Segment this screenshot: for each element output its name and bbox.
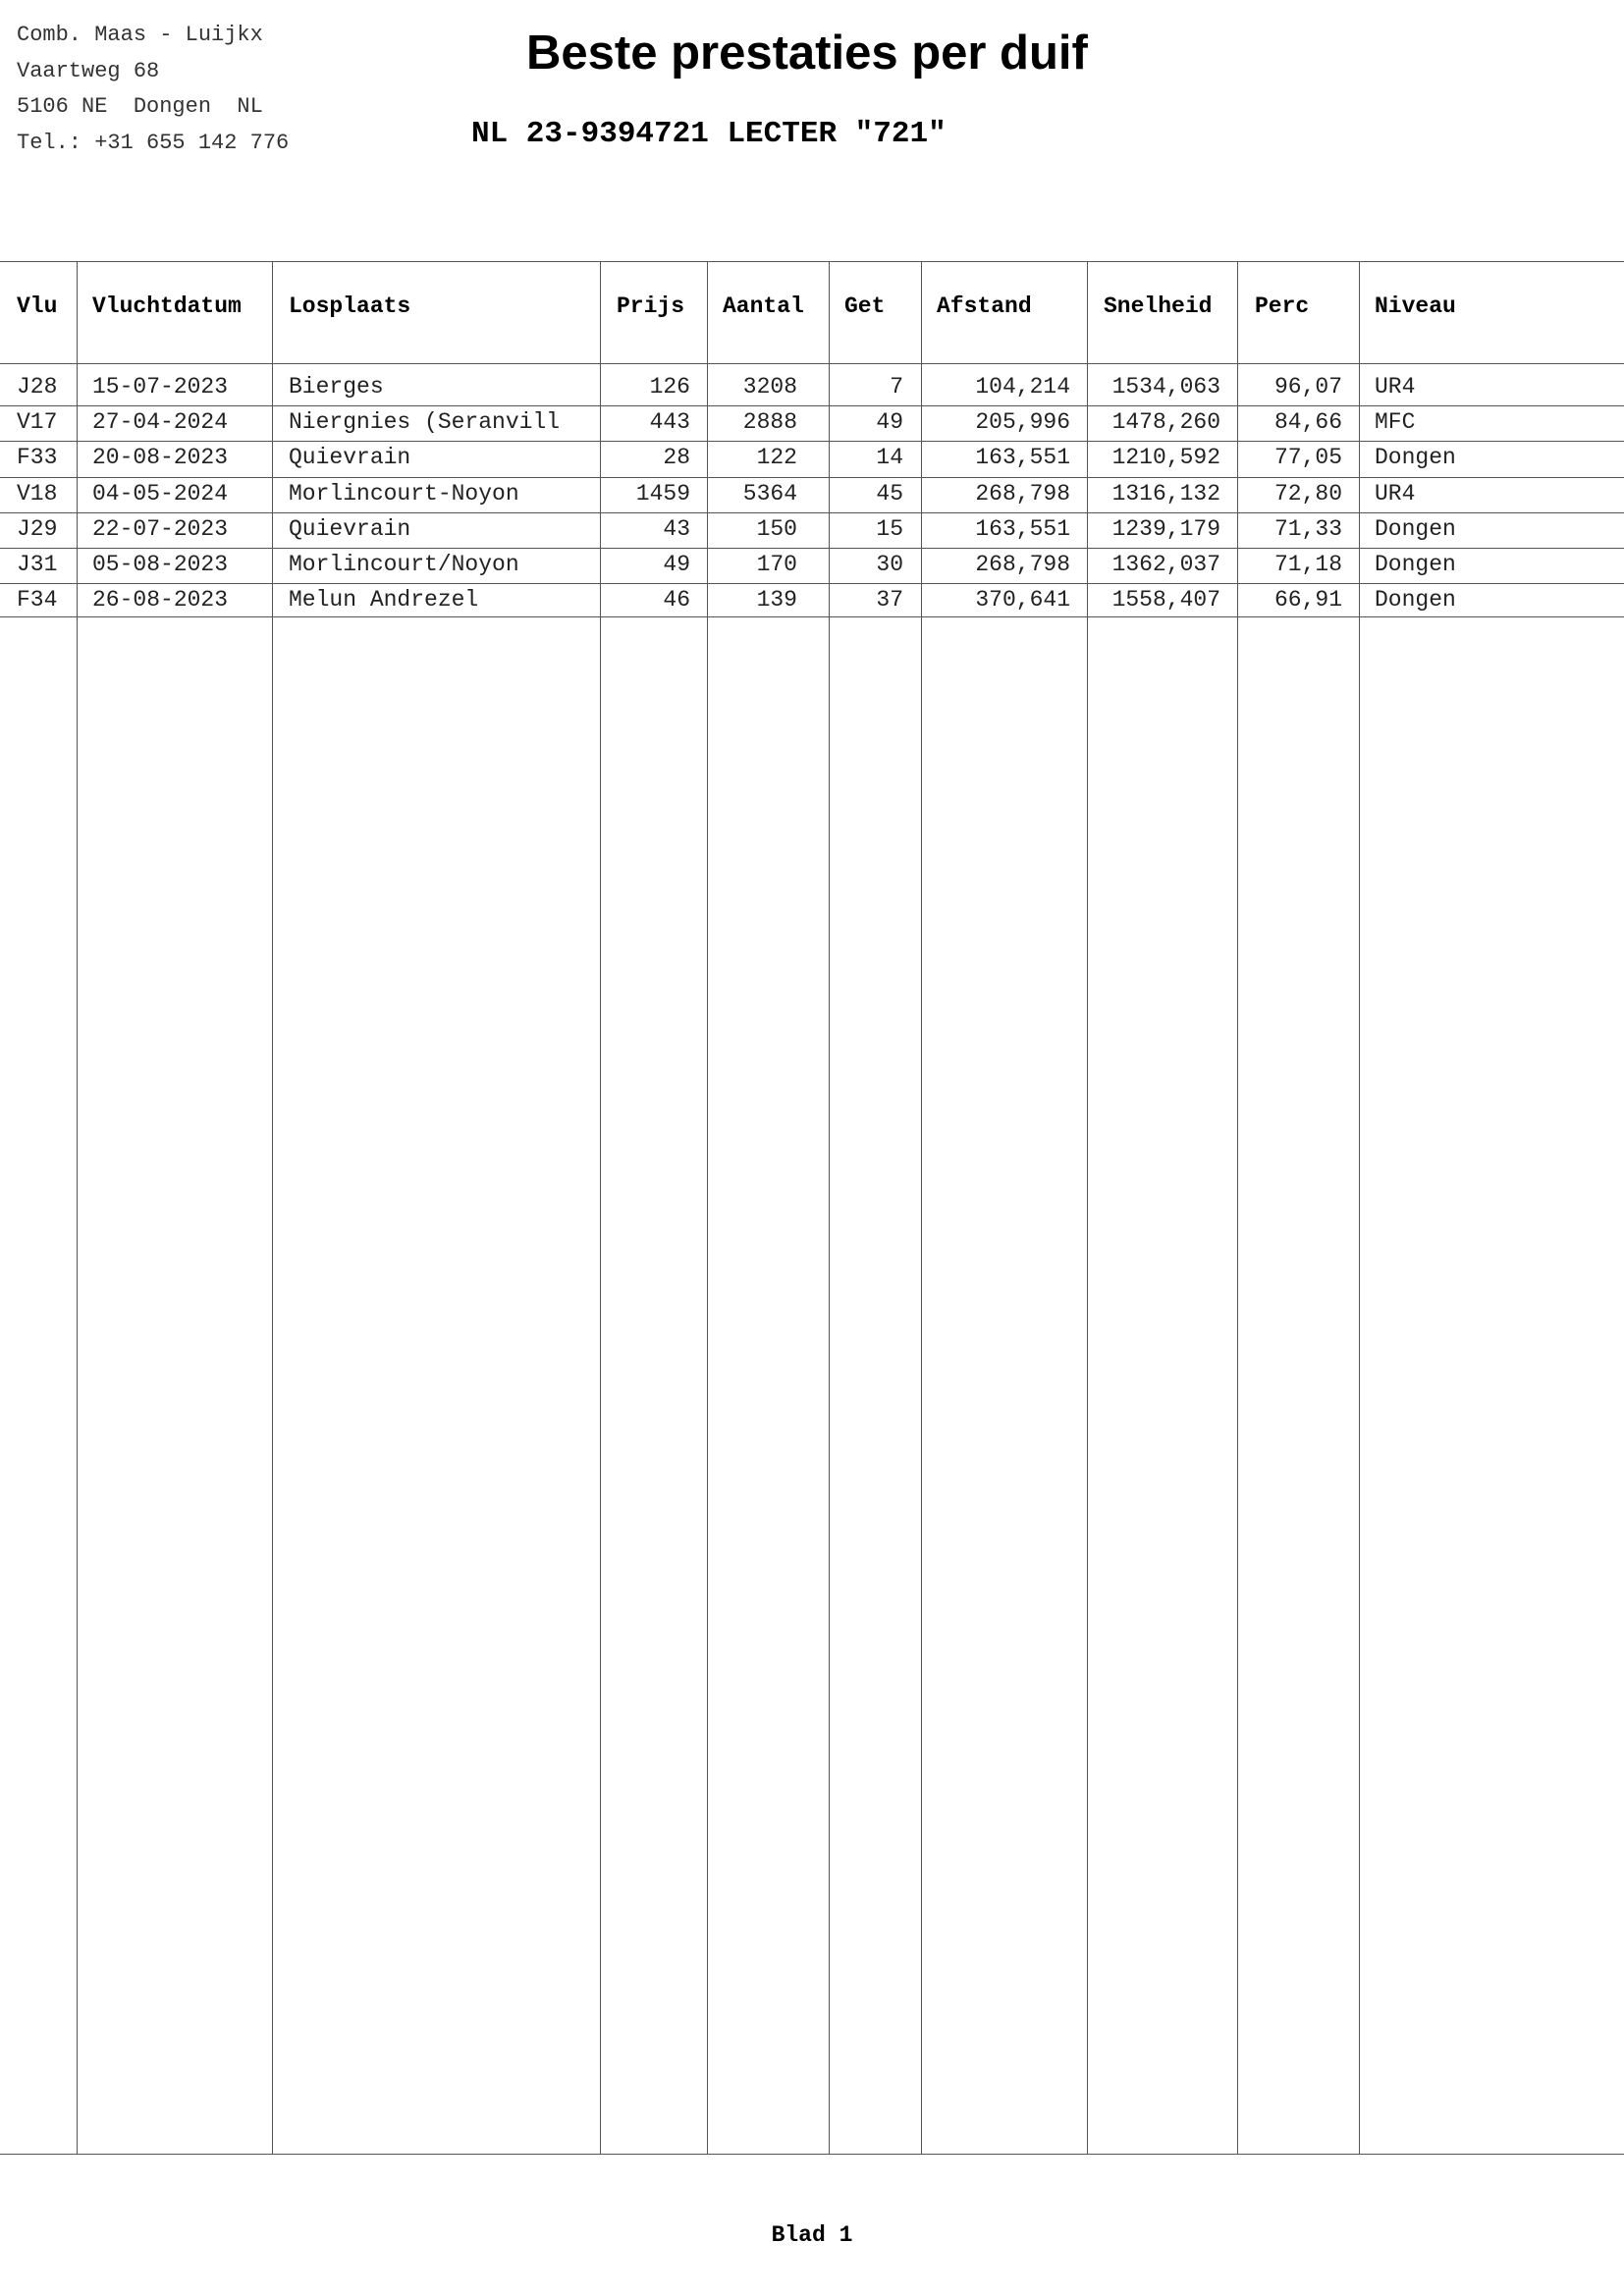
header-aantal: Aantal xyxy=(723,294,804,319)
header-perc: Perc xyxy=(1255,294,1310,319)
cell-prijs: 46 xyxy=(663,587,690,614)
cell-losplaats: Niergnies (Seranvill xyxy=(289,409,561,436)
cell-datum: 26-08-2023 xyxy=(92,587,229,614)
cell-perc: 66,91 xyxy=(1273,587,1342,614)
cell-aantal: 2888 xyxy=(742,409,797,436)
cell-prijs: 43 xyxy=(663,515,690,542)
cell-afstand: 268,798 xyxy=(975,480,1070,507)
cell-niveau: Dongen xyxy=(1375,445,1456,471)
header-datum: Vluchtdatum xyxy=(92,294,242,319)
cell-get: 45 xyxy=(876,480,903,507)
cell-afstand: 163,551 xyxy=(975,445,1070,471)
page-number: Blad 1 xyxy=(771,2222,853,2248)
column-divider xyxy=(77,261,78,2154)
cell-vlu: V18 xyxy=(17,480,58,507)
cell-perc: 96,07 xyxy=(1273,374,1342,400)
sender-name: Comb. Maas - Luijkx xyxy=(17,23,263,47)
column-divider xyxy=(921,261,922,2154)
cell-prijs: 443 xyxy=(649,409,690,436)
header-niveau: Niveau xyxy=(1375,294,1456,319)
cell-get: 49 xyxy=(876,409,903,436)
cell-losplaats: Quievrain xyxy=(289,445,411,471)
pigeon-id: NL 23-9394721 LECTER "721" xyxy=(471,117,947,151)
cell-losplaats: Morlincourt/Noyon xyxy=(289,552,519,577)
cell-niveau: Dongen xyxy=(1375,552,1456,577)
cell-losplaats: Melun Andrezel xyxy=(289,587,479,614)
column-divider xyxy=(272,261,273,2154)
cell-vlu: F33 xyxy=(17,445,58,471)
cell-aantal: 3208 xyxy=(742,374,797,400)
table-bottom-border xyxy=(0,2154,1624,2155)
cell-niveau: MFC xyxy=(1375,409,1416,436)
column-divider xyxy=(1087,261,1088,2154)
cell-prijs: 49 xyxy=(663,552,690,577)
header-vlu: Vlu xyxy=(17,294,58,319)
cell-snelheid: 1362,037 xyxy=(1111,552,1220,577)
cell-losplaats: Bierges xyxy=(289,374,384,400)
row-separator xyxy=(0,616,1624,617)
header-get: Get xyxy=(844,294,886,319)
sender-phone: Tel.: +31 655 142 776 xyxy=(17,130,290,155)
header-prijs: Prijs xyxy=(617,294,685,319)
cell-aantal: 122 xyxy=(756,445,797,471)
header-bottom-border xyxy=(0,363,1624,364)
cell-snelheid: 1239,179 xyxy=(1111,515,1220,542)
cell-niveau: UR4 xyxy=(1375,374,1416,400)
cell-datum: 27-04-2024 xyxy=(92,409,229,436)
cell-snelheid: 1210,592 xyxy=(1111,445,1220,471)
cell-datum: 20-08-2023 xyxy=(92,445,229,471)
cell-perc: 71,18 xyxy=(1273,552,1342,577)
cell-perc: 84,66 xyxy=(1273,409,1342,436)
column-divider xyxy=(707,261,708,2154)
cell-niveau: Dongen xyxy=(1375,587,1456,614)
cell-vlu: J28 xyxy=(17,374,58,400)
cell-perc: 72,80 xyxy=(1273,480,1342,507)
cell-niveau: Dongen xyxy=(1375,515,1456,542)
cell-snelheid: 1534,063 xyxy=(1111,374,1220,400)
cell-datum: 04-05-2024 xyxy=(92,480,229,507)
cell-afstand: 163,551 xyxy=(975,515,1070,542)
column-divider xyxy=(1359,261,1360,2154)
cell-get: 30 xyxy=(876,552,903,577)
column-divider xyxy=(1237,261,1238,2154)
cell-snelheid: 1316,132 xyxy=(1111,480,1220,507)
cell-vlu: F34 xyxy=(17,587,58,614)
cell-vlu: J31 xyxy=(17,552,58,577)
cell-afstand: 370,641 xyxy=(975,587,1070,614)
cell-prijs: 28 xyxy=(663,445,690,471)
cell-datum: 15-07-2023 xyxy=(92,374,229,400)
header-losplaats: Losplaats xyxy=(289,294,411,319)
cell-snelheid: 1478,260 xyxy=(1111,409,1220,436)
cell-aantal: 5364 xyxy=(742,480,797,507)
cell-datum: 22-07-2023 xyxy=(92,515,229,542)
sender-street: Vaartweg 68 xyxy=(17,58,160,83)
cell-afstand: 268,798 xyxy=(975,552,1070,577)
cell-get: 7 xyxy=(890,374,903,400)
cell-perc: 71,33 xyxy=(1273,515,1342,542)
cell-aantal: 170 xyxy=(756,552,797,577)
table-top-border xyxy=(0,261,1624,262)
cell-get: 15 xyxy=(876,515,903,542)
cell-afstand: 104,214 xyxy=(975,374,1070,400)
header-afstand: Afstand xyxy=(937,294,1032,319)
header-snelheid: Snelheid xyxy=(1104,294,1213,319)
column-divider xyxy=(829,261,830,2154)
cell-vlu: V17 xyxy=(17,409,58,436)
cell-losplaats: Morlincourt-Noyon xyxy=(289,480,519,507)
cell-prijs: 1459 xyxy=(635,480,690,507)
column-divider xyxy=(600,261,601,2154)
cell-snelheid: 1558,407 xyxy=(1111,587,1220,614)
cell-perc: 77,05 xyxy=(1273,445,1342,471)
cell-losplaats: Quievrain xyxy=(289,515,411,542)
cell-aantal: 150 xyxy=(756,515,797,542)
sender-city: 5106 NE Dongen NL xyxy=(17,94,263,119)
cell-prijs: 126 xyxy=(649,374,690,400)
cell-afstand: 205,996 xyxy=(975,409,1070,436)
cell-vlu: J29 xyxy=(17,515,58,542)
cell-get: 37 xyxy=(876,587,903,614)
cell-aantal: 139 xyxy=(756,587,797,614)
cell-niveau: UR4 xyxy=(1375,480,1416,507)
sender-address xyxy=(17,18,289,161)
cell-get: 14 xyxy=(876,445,903,471)
report-title: Beste prestaties per duif xyxy=(526,27,1088,80)
cell-datum: 05-08-2023 xyxy=(92,552,229,577)
